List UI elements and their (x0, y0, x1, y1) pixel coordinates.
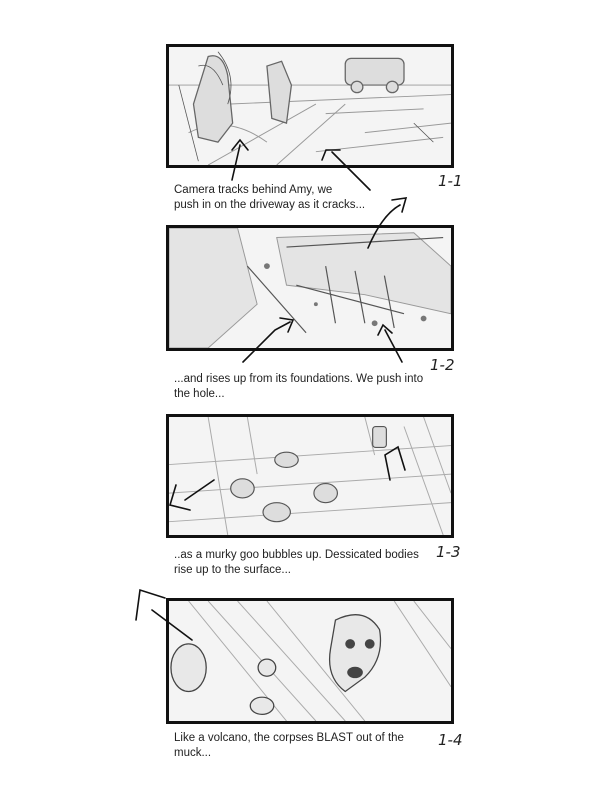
panel-4-number: 1-4 (438, 731, 463, 749)
panel-2-sketch (169, 228, 451, 348)
panel-1-number: 1-1 (438, 172, 463, 190)
storyboard-panel-4 (166, 598, 454, 724)
panel-3-number: 1-3 (436, 543, 461, 561)
storyboard-panel-2 (166, 225, 454, 351)
panel-1-caption: Camera tracks behind Amy, we push in on the driveway as it cracks... (174, 184, 366, 211)
panel-1-sketch (169, 47, 451, 165)
storyboard-panel-1 (166, 44, 454, 168)
panel-4-caption: Like a volcano, the corpses BLAST out of the muck... (174, 732, 404, 759)
panel-2-caption: ...and rises up from its foundations. We push into the hole... (174, 373, 424, 400)
arrow-4-exit-head (136, 590, 165, 620)
panel-3-sketch (169, 417, 451, 535)
panel-2-number: 1-2 (430, 356, 455, 374)
panel-4-sketch (169, 601, 451, 721)
panel-3-caption: ..as a murky goo bubbles up. Dessicated bodies rise up to the surface... (174, 549, 419, 576)
storyboard-panel-3 (166, 414, 454, 538)
